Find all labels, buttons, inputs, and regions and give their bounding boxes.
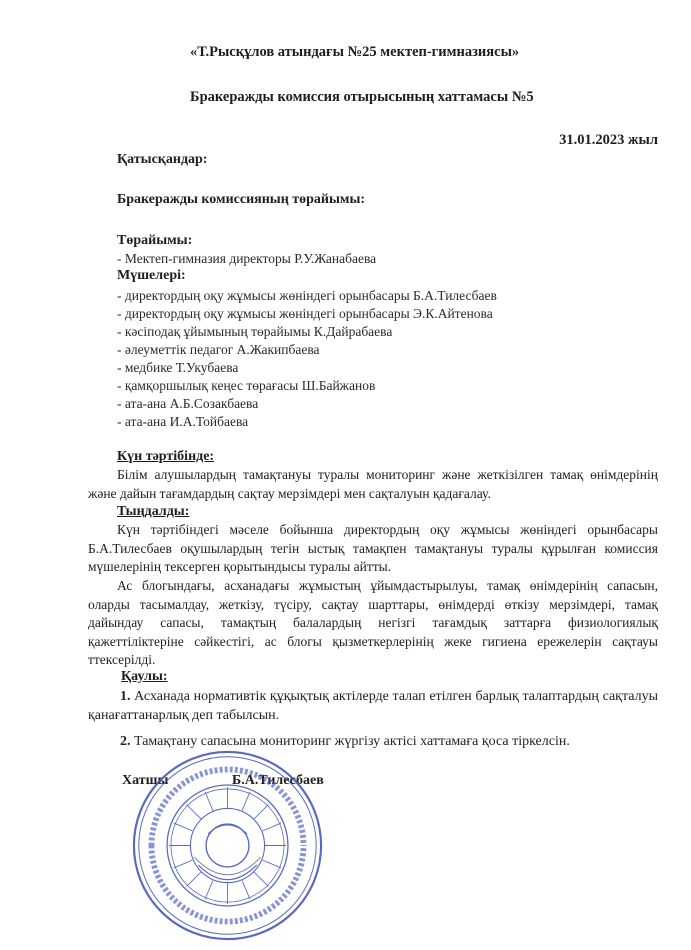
heard-paragraph: Күн тәртібіндегі мәселе бойынша директордың оқу жұмысы жөніндегі орынбасары Б.А.Тилесбаев оқушылардың тегін ыстық тамақпен тамақтануы туралы құрылған комиссия мүшелерінің тексерген қорытындысы туралы айтты.: [88, 522, 658, 574]
protocol-date: 31.01.2023 жыл: [559, 132, 658, 148]
member-item: - әлеуметтік педагог А.Жакипбаева: [117, 342, 320, 357]
secretary-label: Хатшы: [122, 773, 169, 788]
chair-name: - Мектеп-гимназия директоры Р.У.Жанабаева: [117, 251, 377, 266]
member-item: - директордың оқу жұмысы жөніндегі орынбасары Б.А.Тилесбаев: [117, 288, 497, 303]
member-item: - директордың оқу жұмысы жөніндегі орынбасары Э.К.Айтенова: [117, 306, 493, 321]
secretary-name: Б.А.Тилесбаев: [232, 773, 324, 788]
school-name: «Т.Рысқұлов атындағы №25 мектеп-гимназиясы»: [190, 44, 520, 60]
decision-item-number: 2.: [120, 734, 131, 749]
decision-heading: Қаулы:: [121, 669, 168, 684]
decision-item-text: Тамақтану сапасына мониторинг жүргізу актісі хаттамаға қоса тіркелсін.: [130, 734, 570, 749]
chair-heading: Бракеражды комиссияның төрайымы:: [117, 192, 366, 207]
decision-item: [88, 688, 658, 725]
member-item: - кәсіподақ ұйымының төрайымы К.Дайрабаева: [117, 324, 393, 339]
heard-paragraph: Ас блогындағы, асханадағы жұмыстың ұйымдастырылуы, тамақ өнімдерінің сапасын, оларды тасымалдау, жеткізу, түсіру, сақтау шарттары, өнімдерді өткізу мерзімдері, тамақ дайындау сапасы, тамақтың балалардың негізгі тағамдық заттарға физиологиялық қажеттіліктеріне сәйкестігі, ас блогы қызметкерлерінің жеке гигиена ережелерін сақтауы ттексерілді.: [88, 578, 658, 667]
member-item: - ата-ана И.А.Тойбаева: [117, 414, 249, 429]
member-item: - ата-ана А.Б.Созакбаева: [117, 396, 259, 411]
agenda-text: Білім алушылардың тамақтануы туралы мониторинг және жеткізілген тамақ өнімдерінің және дайын тағамдардың сақтау мерзімдері мен сақталуын қадағалау.: [88, 467, 658, 501]
member-item: - медбике Т.Укубаева: [117, 360, 239, 375]
protocol-title: Бракеражды комиссия отырысының хаттамасы №5: [190, 89, 534, 105]
participants-heading: Қатысқандар:: [117, 152, 208, 167]
agenda-heading: Күн тәртібінде:: [117, 449, 215, 464]
members-label: Мүшелері:: [117, 268, 186, 283]
heard-heading: Тыңдалды:: [117, 504, 190, 519]
official-stamp: [130, 748, 325, 943]
member-item: - қамқоршылық кеңес төрағасы Ш.Байжанов: [117, 378, 376, 393]
decision-item-number: 1.: [120, 689, 131, 704]
decision-item-text: Асханада нормативтік құқықтық актілерде талап етілген барлық талаптардың сақталуы қанағаттанарлық деп табылсын.: [88, 689, 658, 723]
chair-label: Төрайымы:: [117, 233, 193, 248]
